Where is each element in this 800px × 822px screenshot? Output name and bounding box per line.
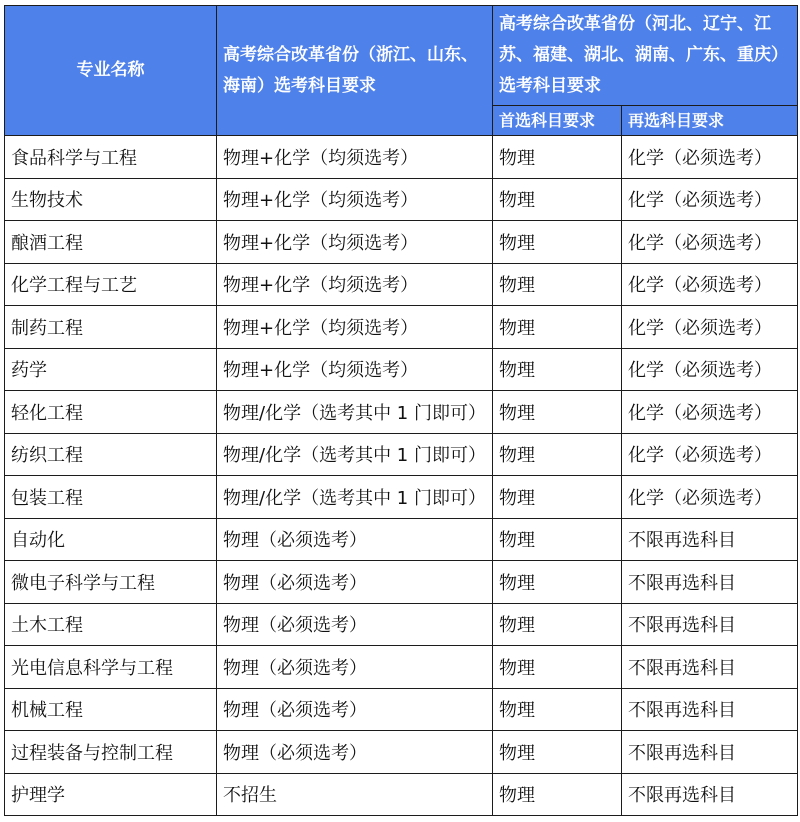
table-row <box>5 561 798 604</box>
second-subject-cell: 化学（必须选考） <box>622 178 798 221</box>
table-row <box>5 731 798 774</box>
major-name-cell: 纺织工程 <box>5 433 217 476</box>
second-subject-cell: 不限再选科目 <box>622 646 798 689</box>
first-subject-cell: 物理 <box>493 561 622 604</box>
group1-requirement-cell: 物理（必须选考） <box>217 561 493 604</box>
second-subject-cell: 化学（必须选考） <box>622 221 798 264</box>
second-subject-cell: 不限再选科目 <box>622 731 798 774</box>
first-subject-cell: 物理 <box>493 518 622 561</box>
table-row <box>5 476 798 519</box>
group1-requirement-cell: 物理/化学（选考其中 1 门即可） <box>217 433 493 476</box>
major-name-cell: 光电信息科学与工程 <box>5 646 217 689</box>
first-subject-cell: 物理 <box>493 306 622 349</box>
major-name-cell: 过程装备与控制工程 <box>5 731 217 774</box>
major-name-cell: 化学工程与工艺 <box>5 263 217 306</box>
first-subject-cell: 物理 <box>493 603 622 646</box>
group1-requirement-cell: 物理+化学（均须选考） <box>217 348 493 391</box>
second-subject-cell: 不限再选科目 <box>622 688 798 731</box>
table-row <box>5 178 798 221</box>
group1-requirement-cell: 物理+化学（均须选考） <box>217 221 493 264</box>
second-subject-cell: 化学（必须选考） <box>622 348 798 391</box>
major-name-cell: 土木工程 <box>5 603 217 646</box>
first-subject-cell: 物理 <box>493 263 622 306</box>
major-name-cell: 自动化 <box>5 518 217 561</box>
second-subject-cell: 化学（必须选考） <box>622 136 798 179</box>
table-row <box>5 348 798 391</box>
major-name-cell: 护理学 <box>5 773 217 816</box>
second-subject-cell: 不限再选科目 <box>622 561 798 604</box>
header-group1-requirements: 高考综合改革省份（浙江、山东、海南）选考科目要求 <box>217 6 493 136</box>
second-subject-cell: 不限再选科目 <box>622 518 798 561</box>
second-subject-cell: 不限再选科目 <box>622 603 798 646</box>
first-subject-cell: 物理 <box>493 221 622 264</box>
group1-requirement-cell: 物理+化学（均须选考） <box>217 136 493 179</box>
group1-requirement-cell: 物理（必须选考） <box>217 518 493 561</box>
table-row <box>5 646 798 689</box>
header-major-name: 专业名称 <box>5 6 217 136</box>
first-subject-cell: 物理 <box>493 773 622 816</box>
major-name-cell: 食品科学与工程 <box>5 136 217 179</box>
table-row <box>5 306 798 349</box>
table-body <box>5 136 798 816</box>
table-row <box>5 221 798 264</box>
subject-requirements-table <box>4 5 798 816</box>
first-subject-cell: 物理 <box>493 476 622 519</box>
header-first-subject: 首选科目要求 <box>493 106 622 136</box>
header-second-subject: 再选科目要求 <box>622 106 798 136</box>
second-subject-cell: 化学（必须选考） <box>622 391 798 434</box>
group1-requirement-cell: 物理（必须选考） <box>217 603 493 646</box>
first-subject-cell: 物理 <box>493 136 622 179</box>
major-name-cell: 制药工程 <box>5 306 217 349</box>
major-name-cell: 药学 <box>5 348 217 391</box>
major-name-cell: 轻化工程 <box>5 391 217 434</box>
first-subject-cell: 物理 <box>493 731 622 774</box>
table-row <box>5 688 798 731</box>
table-row <box>5 136 798 179</box>
second-subject-cell: 化学（必须选考） <box>622 306 798 349</box>
major-name-cell: 生物技术 <box>5 178 217 221</box>
group1-requirement-cell: 物理+化学（均须选考） <box>217 178 493 221</box>
table-row <box>5 391 798 434</box>
first-subject-cell: 物理 <box>493 178 622 221</box>
major-name-cell: 酿酒工程 <box>5 221 217 264</box>
header-group2-requirements: 高考综合改革省份（河北、辽宁、江苏、福建、湖北、湖南、广东、重庆）选考科目要求 <box>493 6 798 106</box>
table-row <box>5 518 798 561</box>
group1-requirement-cell: 不招生 <box>217 773 493 816</box>
first-subject-cell: 物理 <box>493 391 622 434</box>
first-subject-cell: 物理 <box>493 688 622 731</box>
group1-requirement-cell: 物理+化学（均须选考） <box>217 306 493 349</box>
second-subject-cell: 不限再选科目 <box>622 773 798 816</box>
first-subject-cell: 物理 <box>493 646 622 689</box>
table-row <box>5 263 798 306</box>
header-row-top <box>5 6 798 106</box>
major-name-cell: 机械工程 <box>5 688 217 731</box>
major-name-cell: 微电子科学与工程 <box>5 561 217 604</box>
group1-requirement-cell: 物理/化学（选考其中 1 门即可） <box>217 391 493 434</box>
table-row <box>5 433 798 476</box>
group1-requirement-cell: 物理/化学（选考其中 1 门即可） <box>217 476 493 519</box>
first-subject-cell: 物理 <box>493 433 622 476</box>
table-row <box>5 773 798 816</box>
group1-requirement-cell: 物理（必须选考） <box>217 688 493 731</box>
table-header <box>5 6 798 136</box>
second-subject-cell: 化学（必须选考） <box>622 476 798 519</box>
group1-requirement-cell: 物理（必须选考） <box>217 731 493 774</box>
second-subject-cell: 化学（必须选考） <box>622 263 798 306</box>
second-subject-cell: 化学（必须选考） <box>622 433 798 476</box>
group1-requirement-cell: 物理（必须选考） <box>217 646 493 689</box>
table-row <box>5 603 798 646</box>
first-subject-cell: 物理 <box>493 348 622 391</box>
group1-requirement-cell: 物理+化学（均须选考） <box>217 263 493 306</box>
major-name-cell: 包装工程 <box>5 476 217 519</box>
